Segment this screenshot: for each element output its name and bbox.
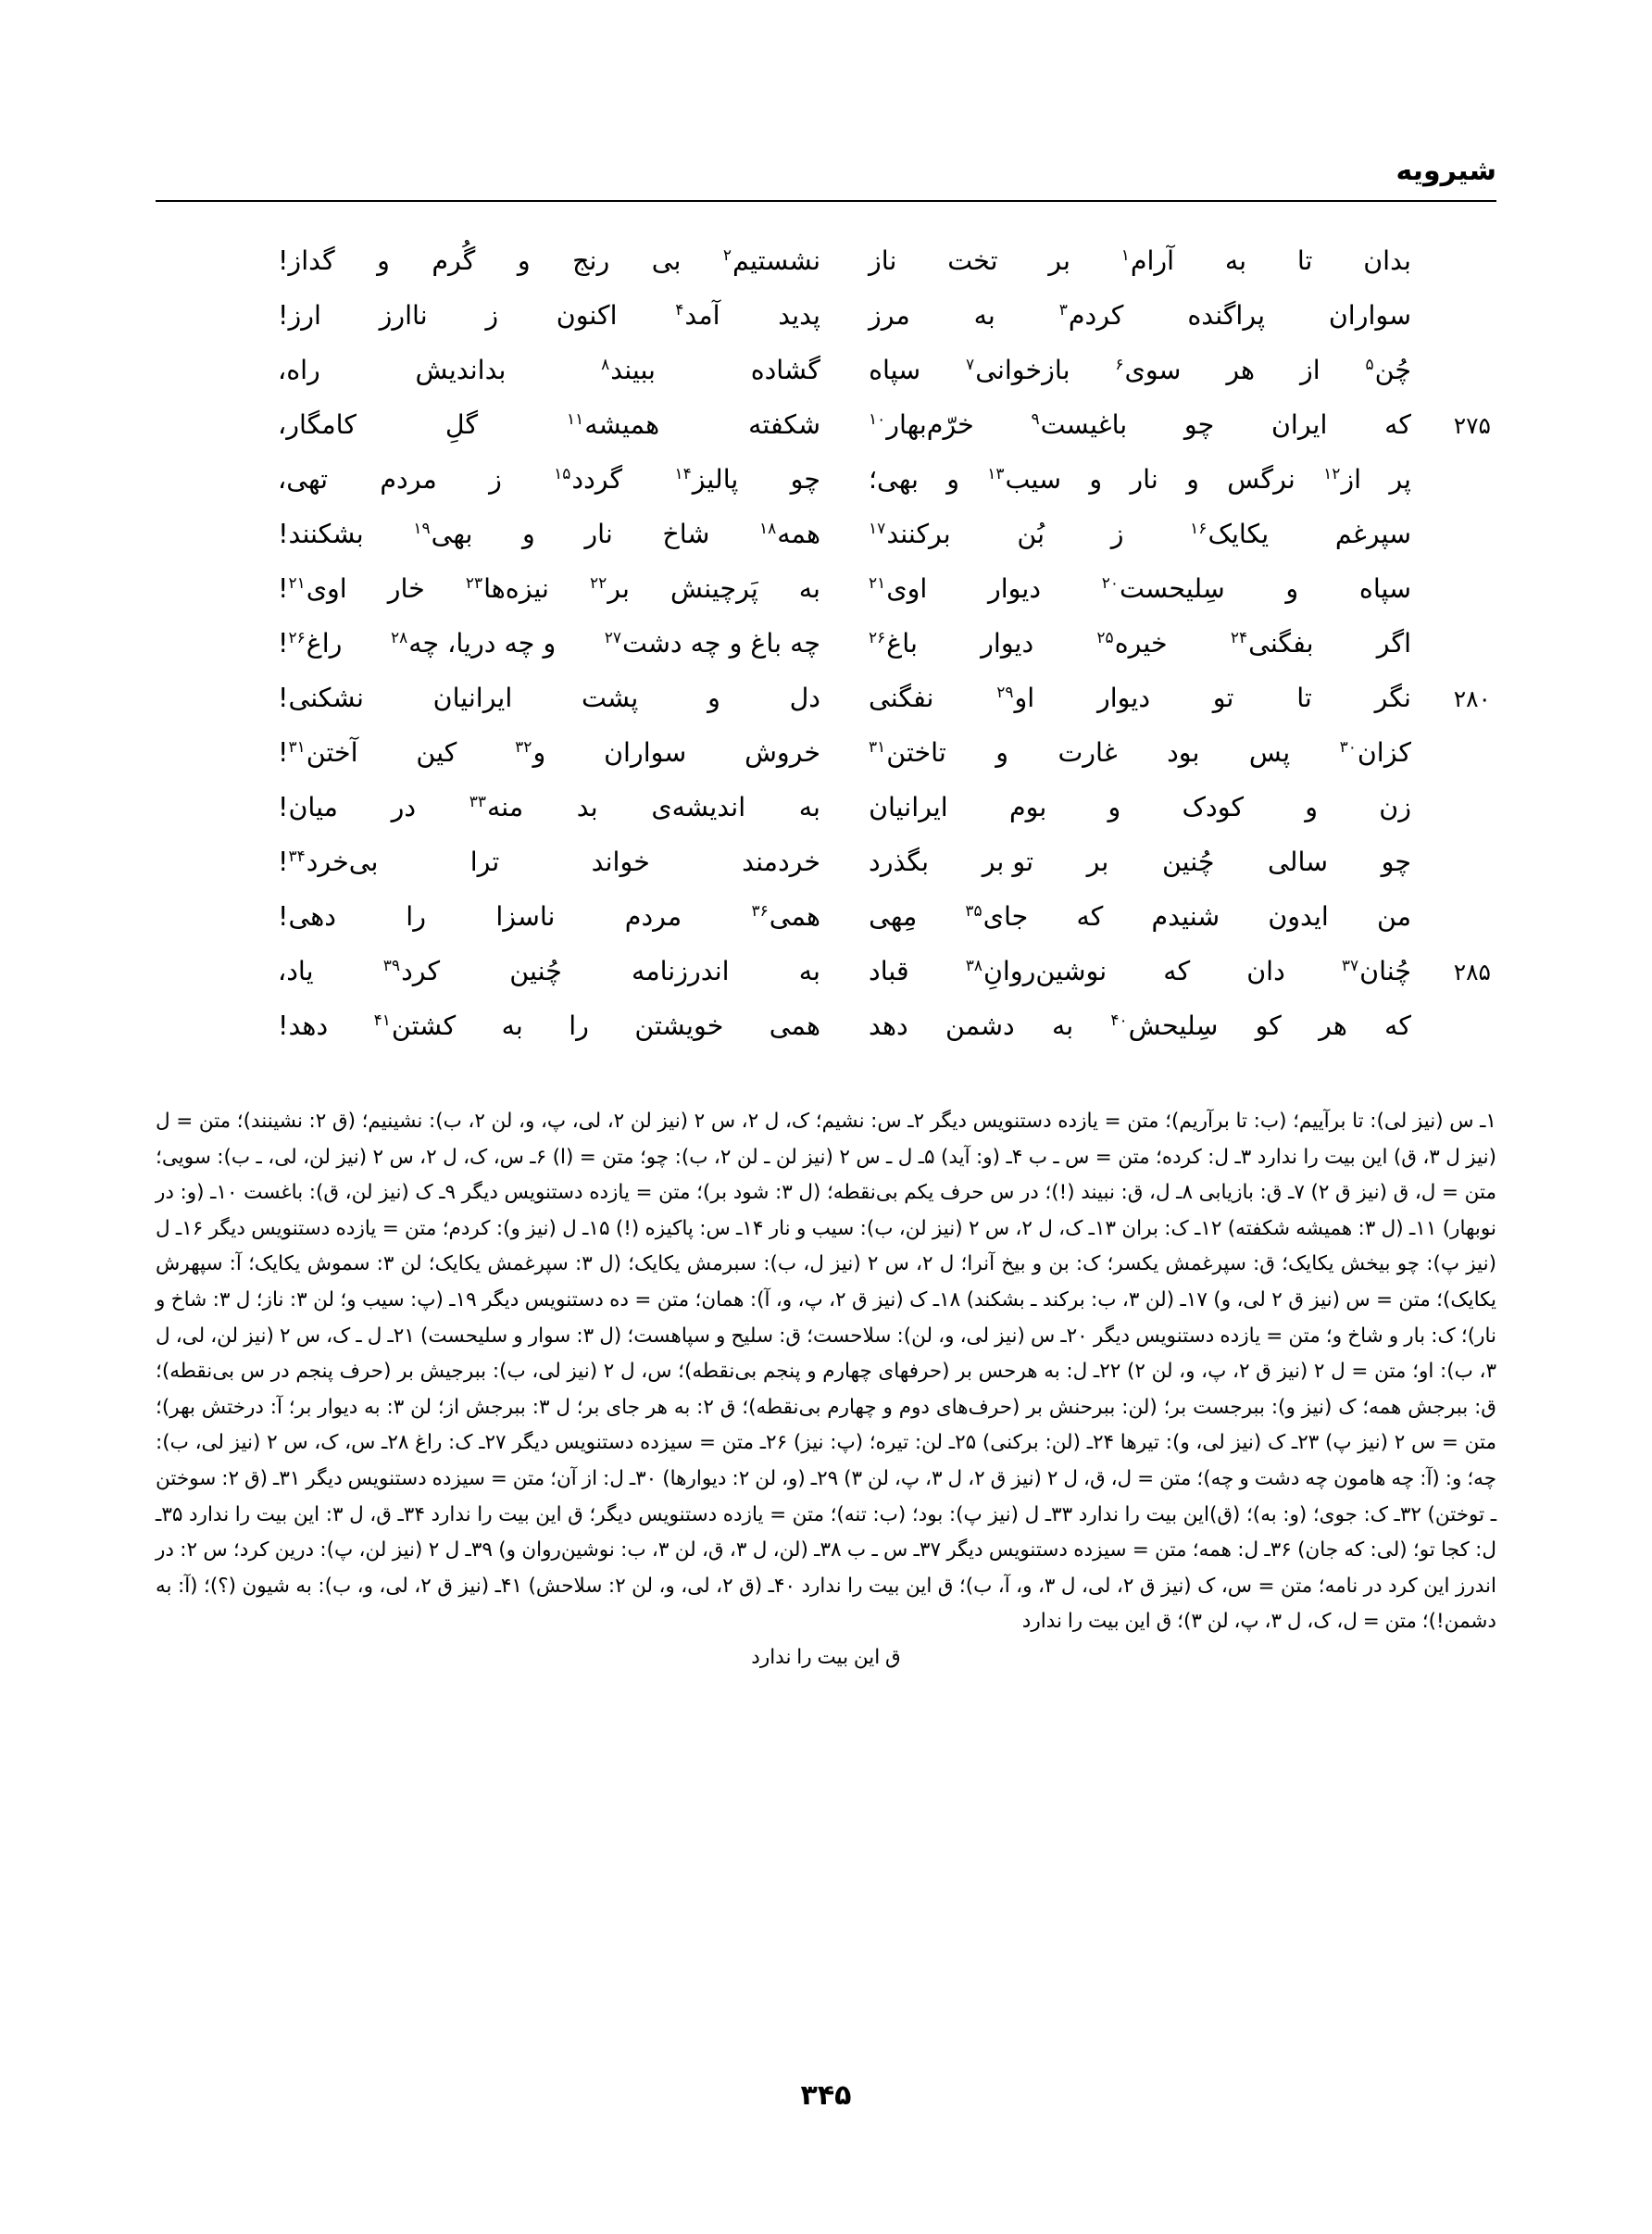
verse-line [156, 409, 1496, 467]
hemistich-first [845, 685, 1411, 712]
verse-word: آرام$^۱$ [1120, 245, 1175, 276]
verse-word: ترا [469, 847, 500, 877]
verse-word: غارت [1058, 737, 1118, 768]
verse-word: که [1384, 409, 1411, 440]
verse-word: و [995, 737, 1008, 768]
verse-word: بوم [1008, 792, 1047, 822]
verse-word: پَرچینش [670, 573, 758, 604]
verse-word: و چه دریا، چه$^{۲۸}$ [390, 628, 557, 659]
hemistich-first [845, 849, 1411, 876]
verse-word: سواران [1328, 300, 1411, 331]
verse-word: ناز [869, 245, 897, 276]
verse-word: پدید [778, 300, 820, 331]
verse-word: چو [1183, 409, 1215, 440]
hemistich-second [278, 685, 845, 712]
verse-word: گداز! [278, 245, 335, 276]
verse-word: نار [584, 519, 613, 549]
verse-line [156, 685, 1496, 740]
verse-word: او$^{۲۹}$ [996, 683, 1035, 713]
verse-number: ۲۸۵ [1453, 959, 1491, 985]
verse-word: هر [1226, 355, 1256, 385]
verse-word: چُنین [1161, 847, 1215, 877]
verse-word: پالیز$^{۱۴}$ [674, 464, 739, 495]
verse-word: بداندیش [415, 355, 507, 385]
verse-word: بود [1167, 737, 1200, 768]
verse-word: پر [1389, 464, 1411, 495]
verse-word: اندرزنامه [632, 956, 730, 986]
verse-word: میان! [278, 792, 338, 822]
verse-word: یاد، [278, 956, 314, 986]
verse-word: راغ$^{۲۶}$! [278, 628, 343, 659]
hemistich-first [845, 573, 1411, 604]
verse-word: دل [789, 683, 820, 713]
verse-word: همی$^{۳۶}$ [751, 901, 820, 932]
verse-word: بر [1048, 245, 1070, 276]
verse-word: دهد [869, 1010, 908, 1041]
verse-word: سواران [604, 737, 687, 768]
verse-word: همیشه$^{۱۱}$ [567, 409, 660, 440]
verse-word: ایرانیان [432, 683, 513, 713]
verse-word: بی‌خرد$^{۳۴}$! [278, 847, 379, 877]
verse-word: خردمند [742, 847, 820, 877]
verse-word: بر$^{۲۲}$ [590, 573, 630, 604]
verse-word: و [1089, 464, 1103, 495]
verse-word: چُنین [509, 956, 562, 986]
verse-word: بازخوانی$^۷$ [966, 355, 1070, 385]
hemistich-second [278, 521, 845, 548]
verse-word: ز [485, 300, 499, 331]
hemistich-second [278, 737, 845, 768]
verse-word: کزان$^{۳۰}$ [1339, 737, 1411, 768]
hemistich-second [278, 901, 845, 932]
hemistich-second [278, 409, 845, 440]
hemistich-first [845, 956, 1411, 986]
verse-word: کین [416, 737, 457, 768]
verse-word: همه$^{۱۸}$ [758, 519, 820, 549]
verse-line [156, 956, 1496, 1013]
verse-word: مردم [380, 464, 437, 495]
verse-word: به [501, 1010, 523, 1041]
running-head: شیرویه [1395, 155, 1496, 187]
verse-line [156, 901, 1496, 959]
verse-word: بفگنی$^{۲۴}$ [1230, 628, 1314, 659]
hemistich-first [845, 792, 1411, 822]
verse-word: گشاده [750, 355, 820, 385]
verse-word: و [1186, 464, 1199, 495]
verse-word: آمد$^۴$ [675, 300, 720, 331]
verse-number: ۲۸۰ [1453, 685, 1491, 712]
verse-line [156, 521, 1496, 576]
verse-word: ناارز [379, 300, 428, 331]
hemistich-first [845, 300, 1411, 331]
verse-line [156, 464, 1496, 521]
verse-word: جای$^{۳۵}$ [965, 901, 1029, 932]
verse-line [156, 849, 1496, 904]
hemistich-first [845, 901, 1411, 932]
verse-number: ۲۷۵ [1453, 412, 1491, 439]
hemistich-first [845, 521, 1411, 548]
verse-word: بر [1086, 847, 1109, 877]
verse-word: دیوار [987, 573, 1042, 604]
verse-word: کو [1255, 1010, 1282, 1041]
verse-word: چُنان$^{۳۷}$ [1341, 956, 1411, 986]
hemistich-second [278, 355, 845, 385]
verse-word: در [391, 792, 417, 822]
verse-word: یکایک$^{۱۶}$ [1190, 519, 1270, 549]
verse-word: اوی$^{۲۱}$ [869, 573, 928, 604]
verse-word: دیوار [981, 628, 1034, 659]
verse-word: خرّم‌بهار$^{۱۰}$ [869, 409, 974, 440]
hemistich-first [845, 628, 1411, 659]
verse-word: سپاه [1358, 573, 1411, 604]
verse-word: و [522, 519, 535, 549]
verse-word: باغیست$^۹$ [1031, 409, 1128, 440]
verse-word: منه$^{۳۳}$ [469, 792, 524, 822]
verse-word: را [406, 901, 426, 932]
verse-word: و [517, 245, 531, 276]
critical-apparatus [156, 1104, 1496, 1676]
verse-word: ناسزا [495, 901, 556, 932]
verse-word: بشکنند! [278, 519, 364, 549]
verse-word: همی [769, 1010, 820, 1041]
hemistich-first [845, 464, 1411, 495]
verse-word: کردم$^۳$ [1058, 300, 1124, 331]
verse-word: و$^{۳۲}$ [515, 737, 546, 768]
verse-word: برکنند$^{۱۷}$ [869, 519, 951, 549]
verse-word: از [1299, 355, 1320, 385]
verse-word: نرگس [1227, 464, 1295, 495]
verse-word: قباد [869, 956, 909, 986]
verse-word: که [1076, 901, 1104, 932]
verse-word: و [1285, 573, 1299, 604]
verse-word: شنیدم [1151, 901, 1220, 932]
verse-word: اکنون [556, 300, 618, 331]
folio-number: ۳۴۵ [800, 2079, 852, 2112]
verse-word: سپاه [869, 355, 921, 385]
verse-word: ارز! [278, 300, 321, 331]
verse-word: تا [1296, 683, 1312, 713]
verse-word: دشمن [945, 1010, 1015, 1041]
verse-word: بگذرد [869, 847, 930, 877]
verse-word: گُرم [432, 245, 476, 276]
hemistich-first [845, 245, 1411, 276]
verse-word: اندیشه‌ی [651, 792, 746, 822]
verse-word: دهی! [278, 901, 336, 932]
verse-word: ایران [1270, 409, 1328, 440]
verse-word: خواند [591, 847, 650, 877]
verse-word: دیوار [1096, 683, 1151, 713]
verse-word: تا [1296, 245, 1313, 276]
verse-word: را [569, 1010, 589, 1041]
verse-word: شکفته [748, 409, 820, 440]
hemistich-first [845, 737, 1411, 768]
verse-word: تو بر [982, 847, 1034, 877]
verse-word: نیزه‌ها$^{۲۳}$ [465, 573, 549, 604]
verse-word: بهی$^{۱۹}$ [413, 519, 473, 549]
verse-word: سِلیحش$^{۴۰}$ [1110, 1010, 1219, 1041]
verse-word: خار [387, 573, 425, 604]
hemistich-second [278, 245, 845, 276]
verse-word: تو [1212, 683, 1234, 713]
verse-word: چو [790, 464, 820, 495]
verse-word: سیب$^{۱۳}$ [987, 464, 1062, 495]
verse-word: نشستیم$^۲$ [722, 245, 820, 276]
verse-word: گردد$^{۱۵}$ [554, 464, 623, 495]
verse-word: باغ$^{۲۶}$ [869, 628, 918, 659]
verse-word: به [798, 792, 820, 822]
verse-word: و [707, 683, 720, 713]
verse-word: نشکنی! [278, 683, 364, 713]
page-header [156, 157, 1496, 202]
verse-word: نار [1130, 464, 1158, 495]
verse-word: سوی$^۶$ [1115, 355, 1182, 385]
verse-line [156, 300, 1496, 358]
hemistich-second [278, 573, 845, 604]
verse-line [156, 792, 1496, 849]
hemistich-second [278, 849, 845, 876]
hemistich-second [278, 464, 845, 495]
verse-word: اگر [1376, 628, 1411, 659]
verse-word: از$^{۱۲}$ [1323, 464, 1362, 495]
verse-word: کامگار، [278, 409, 357, 440]
verse-word: که [1384, 1010, 1411, 1041]
verse-word: تهی، [278, 464, 329, 495]
header-rule [156, 200, 1496, 202]
verse-word: چه باغ و چه دشت$^{۲۷}$ [604, 628, 820, 659]
verse-word: ز [489, 464, 502, 495]
verse-word: نگر [1374, 683, 1411, 713]
hemistich-first [845, 355, 1411, 385]
verse-word: آختن$^{۳۱}$! [278, 737, 358, 768]
hemistich-second [278, 1010, 845, 1041]
hemistich-first [845, 409, 1411, 440]
verse-block [156, 245, 1496, 1068]
verse-word: مرز [869, 300, 910, 331]
verse-line [156, 355, 1496, 412]
verse-word: سِلیحست$^{۲۰}$ [1101, 573, 1225, 604]
verse-word: پس [1248, 737, 1291, 768]
verse-line [156, 1010, 1496, 1068]
verse-word: به [1051, 1010, 1074, 1041]
verse-word: خویشتن [634, 1010, 724, 1041]
verse-word: دهد! [278, 1010, 329, 1041]
verse-word: ایدون [1268, 901, 1329, 932]
verse-word: خیره$^{۲۵}$ [1096, 628, 1168, 659]
verse-word: و [377, 245, 390, 276]
verse-word: ز [1110, 519, 1124, 549]
verse-word: شاخ [662, 519, 710, 549]
verse-word: دان [1246, 956, 1285, 986]
verse-word: کرد$^{۳۹}$ [382, 956, 441, 986]
verse-word: سالی [1268, 847, 1329, 877]
hemistich-second [278, 300, 845, 331]
verse-word: مِهی [869, 901, 918, 932]
verse-word: زن [1379, 792, 1411, 822]
hemistich-second [278, 956, 845, 986]
verse-word: هر [1319, 1010, 1347, 1041]
verse-word: ایرانیان [869, 792, 948, 822]
verse-word: پشت [582, 683, 639, 713]
verse-word: من [1377, 901, 1411, 932]
verse-word: ببیند$^۸$ [601, 355, 656, 385]
verse-word: خروش [745, 737, 820, 768]
verse-word: تاختن$^{۳۱}$ [869, 737, 946, 768]
hemistich-first [845, 1010, 1411, 1041]
verse-word: سپرغم [1334, 519, 1411, 549]
verse-word: راه، [278, 355, 320, 385]
verse-word: کودک [1182, 792, 1245, 822]
verse-line [156, 737, 1496, 795]
verse-word: بد [576, 792, 598, 822]
verse-word: بُن [1017, 519, 1045, 549]
apparatus-paragraph: ق این بیت را ندارد [751, 1645, 901, 1669]
verse-word: بدان [1363, 245, 1411, 276]
verse-word: گلِ [444, 409, 479, 440]
verse-line [156, 245, 1496, 303]
verse-line [156, 573, 1496, 631]
verse-word: مردم [624, 901, 682, 932]
verse-word: چو [1381, 847, 1411, 877]
verse-word: و [1305, 792, 1319, 822]
verse-word: پراگنده [1187, 300, 1265, 331]
hemistich-second [278, 628, 845, 659]
apparatus-paragraph: ۱ـ س (نیز لی): تا برآییم؛ (ب: تا برآریم)؛ متن = یازده دستنویس دیگر ۲ـ س: نشیم؛ ک، ل ۲، س ۲ (نیز لن ۲، لی، پ، و، لن ۲، ب): نشینیم؛ (ق ۲: نشینند)؛ متن = ل (نیز ل ۳، ق) این بیت را ندارد ۳ـ ل: کرده؛ متن = س ـ ب ۴ـ (و: آید) ۵ـ ل ـ س ۲ (نیز لن ـ لن ۲، ب): چو؛ متن = (ا) ۶ـ س، ک، ل ۲، س ۲ (نیز لن، لی، ـ ب): سویی؛ متن = ل، ق (نیز ق ۲) ۷ـ ق: بازیابی ۸ـ ل، ق: نبیند (!)؛ در س حرف یکم بی‌نقطه؛ (ل ۳: شود بر)؛ متن = یازده دستنویس دیگر ۹ـ ک (نیز لن، ق): باغست ۱۰ـ (و: در نوبهار) ۱۱ـ (ل ۳: همیشه شکفته) ۱۲ـ ک: بران ۱۳ـ ک، ل ۲، س ۲ (نیز لن، ب): سیب و نار ۱۴ـ س: پاکیزه (!) ۱۵ـ ل (نیز و): کردم؛ متن = یازده دستنویس دیگر ۱۶ـ ل (نیز پ): چو بیخش یکایک؛ ق: سپرغمش یکسر؛ ک: بن و بیخ آنرا؛ ل ۲، س ۲ (نیز ل، ب): سبرمش یکایک؛ (ل ۳: سپرغمش یکایک؛ لن ۳: سموش یکایک؛ آ: سپهرش یکایک)؛ متن = س (نیز ق ۲ لی، و) ۱۷ـ (لن ۳، ب: برکند ـ بشکند) ۱۸ـ ک (نیز ق ۲، پ، و، آ): همان؛ متن = ده دستنویس دیگر ۱۹ـ (پ: سیب و؛ لن ۳: ناز؛ ل ۳: شاخ و نار)؛ ک: بار و شاخ و؛ متن = یازده دستنویس دیگر ۲۰ـ س (نیز لی، و، لن): سلاحست؛ ق: سلیح و سپاهست؛ (ل ۳: سوار و سلیحست) ۲۱ـ ل ـ ک، س ۲ (نیز لن، لی، ل ۳، ب): او؛ متن = ل ۲ (نیز ق ۲، پ، و، لن ۲) ۲۲ـ ل: به هرحس بر (حرفهای چهارم و پنجم بی‌نقطه)؛ س، ل ۲ (نیز لی، ب): ببرجیش بر (حرف پنجم در س بی‌نقطه)؛ ق: ببرجش همه؛ ک (نیز و): ببرجست بر؛ (لن: ببرحنش بر (حرف‌های دوم و چهارم بی‌نقطه)؛ ق ۲: به هر جای بر؛ ل ۳: ببرجش از؛ لن ۳: به دیوار بر؛ آ: درختش بهر)؛ متن = س ۲ (نیز پ) ۲۳ـ ک (نیز لی، و): تیرها ۲۴ـ (لن: برکنی) ۲۵ـ لن: تیره؛ (پ: نیز) ۲۶ـ متن = سیزده دستنویس دیگر ۲۷ـ ک: راغ ۲۸ـ س، ک، س ۲ (نیز لی، ب): چه؛ و: (آ: چه هامون چه دشت و چه)؛ متن = ل، ق، ل ۲ (نیز ق ۲، ل ۳، پ، لن ۳) ۲۹ـ (و، لن ۲: دیوارها) ۳۰ـ ل: از آن؛ متن = سیزده دستنویس دیگر ۳۱ـ (ق ۲: سوختن ـ توختن) ۳۲ـ ک: جوی؛ (و: به)؛ (ق)این بیت را ندارد ۳۳ـ ل (نیز پ): بود؛ (ب: تنه)؛ متن = یازده دستنویس دیگر؛ ق این بیت را ندارد ۳۴ـ ق، ل ۳: این بیت را ندارد ۳۵ـ ل: کجا تو؛ (لی: که جان) ۳۶ـ ل: همه؛ متن = سیزده دستنویس دیگر ۳۷ـ س ـ ب ۳۸ـ (لن، ل ۳، ق، لن ۳، ب: نوشین‌روان و) ۳۹ـ ل ۲ (نیز لن، پ): درین کرد؛ س ۲: در اندرز این کرد در نامه؛ متن = س، ک (نیز ق ۲، لی، ل ۳، و، آ، ب)؛ ق این بیت را ندارد ۴۰ـ (ق ۲، لی، و، لن ۲: سلاحش) ۴۱ـ (نیز ق ۲، لی، و، ب): به شیون (؟)؛ (آ: به دشمن!)؛ متن = ل، ک، ل ۳، پ، لن ۳)؛ ق این بیت را ندارد [156, 1110, 1497, 1634]
verse-word: چُن$^۵$ [1365, 355, 1411, 385]
verse-word: تخت [947, 245, 998, 276]
verse-word: رنج [572, 245, 610, 276]
verse-word: بی [651, 245, 682, 276]
verse-word: به [798, 573, 820, 604]
verse-word: و [1108, 792, 1121, 822]
verse-word: که [1163, 956, 1191, 986]
verse-word: نوشین‌روانِ$^{۳۸}$ [965, 956, 1108, 986]
verse-word: به [798, 956, 820, 986]
verse-line [156, 628, 1496, 685]
verse-word: کشتن$^{۴۱}$ [373, 1010, 457, 1041]
hemistich-second [278, 792, 845, 822]
verse-word: به [973, 300, 995, 331]
verse-word: و [946, 464, 959, 495]
verse-word: به [1224, 245, 1247, 276]
verse-word: اوی$^{۲۱}$! [278, 573, 347, 604]
verse-word: نفگنی [869, 683, 934, 713]
verse-word: بهی؛ [869, 464, 919, 495]
